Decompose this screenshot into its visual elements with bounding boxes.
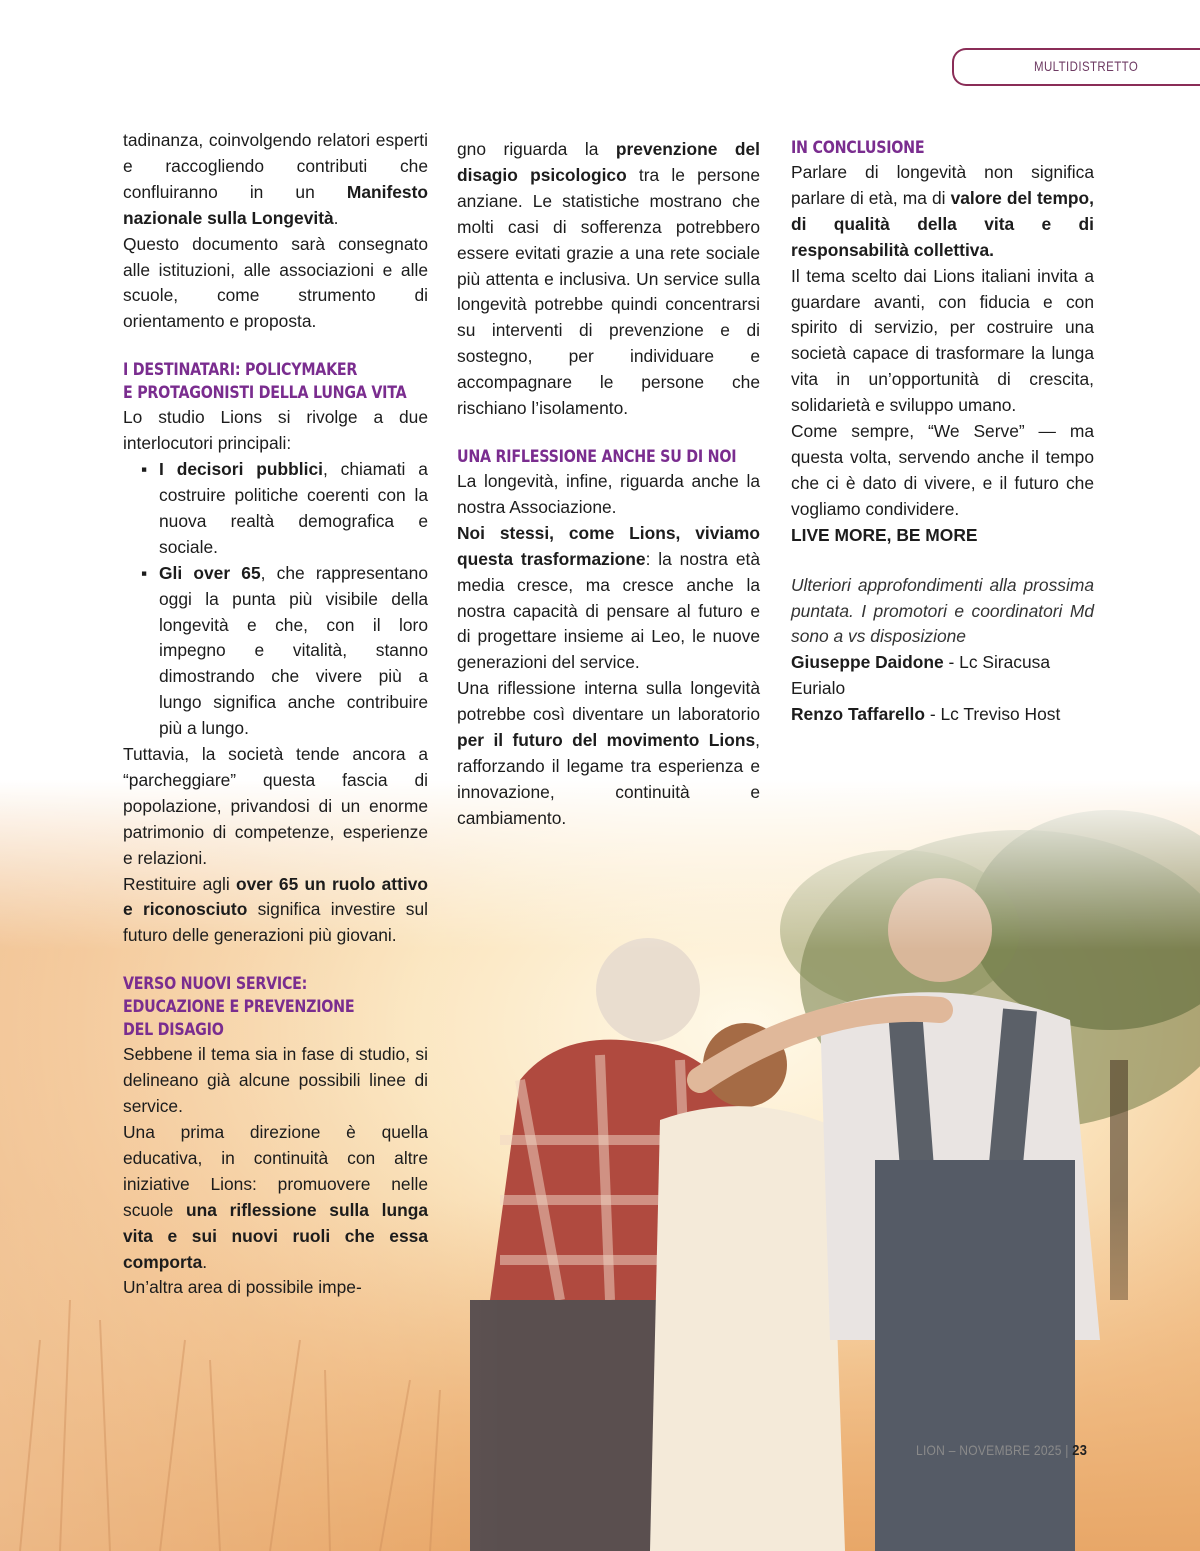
section-heading: I DESTINATARI: POLICYMAKER — [123, 360, 358, 381]
closing-note: Ulteriori approfondimenti alla prossima puntata. I promotori e coordinatori Md sono a vs disposizione — [791, 574, 1094, 647]
bullet-item: ▪ I decisori pubblici, chiamati a costruire politiche coerenti con la nuova realtà demografica e sociale. — [141, 459, 428, 557]
paragraph: Noi stessi, come Lions, viviamo questa trasformazione: la nostra età media cresce, ma cresce anche la nostra capacità di pensare al futuro e di progettare insieme ai Leo, le nuove generazioni del service. — [457, 522, 760, 673]
column-1 — [123, 128, 428, 1301]
paragraph: Come sempre, “We Serve” — ma questa volta, servendo anche il tempo che ci è dato di vivere, e il futuro che vogliamo condividere. — [791, 421, 1094, 519]
paragraph: Lo studio Lions si rivolge a due interlocutori principali: — [123, 407, 428, 454]
section-heading: DEL DISAGIO — [123, 1020, 224, 1041]
section-heading: VERSO NUOVI SERVICE: — [123, 974, 308, 995]
contact: Giuseppe Daidone - Lc Siracusa Eurialo — [791, 652, 1051, 699]
paragraph: Il tema scelto dai Lions italiani invita a guardare avanti, con fiducia e con spirito di servizio, per costruire una società capace di trasformare la lunga vita in un’opportunità di crescita, solidarietà e sviluppo umano. — [791, 265, 1094, 416]
paragraph: Restituire agli over 65 un ruolo attivo e riconosciuto significa investire sul futuro delle generazioni più giovani. — [123, 873, 429, 946]
motto: LIVE MORE, BE MORE — [791, 524, 978, 545]
column-3 — [791, 137, 1094, 728]
section-heading: UNA RIFLESSIONE ANCHE SU DI NOI — [457, 446, 737, 467]
paragraph: tadinanza, coinvolgendo relatori esperti e raccogliendo contributi che confluiranno in un Manifesto nazionale sulla Longevità. — [123, 130, 428, 228]
paragraph: gno riguarda la prevenzione del disagio psicologico tra le persone anziane. Le statistiche mostrano che molti casi di sofferenza potrebbero essere evitati grazie a una rete sociale più attenta e inclusiva. Un service sulla longevità potrebbe quindi concentrarsi su interventi di prevenzione e di sostegno, per individuare e accompagnare le persone che rischiano l’isolamento. — [457, 139, 761, 419]
section-heading: IN CONCLUSIONE — [791, 138, 925, 158]
section-heading: EDUCAZIONE E PREVENZIONE — [123, 997, 355, 1018]
column-2 — [457, 137, 760, 832]
bullet-item: ▪ Gli over 65, che rappresentano oggi la punta più visibile della longevità e che, con il loro impegno e vitalità, stanno dimostrando che vivere più a lungo significa anche contribuire più a lungo. — [141, 562, 428, 739]
page-folio: LION – NOVEMBRE 2025 | 23 — [916, 1442, 1088, 1459]
section-label: MULTIDISTRETTO — [1034, 58, 1139, 74]
paragraph: Una prima direzione è quella educativa, in continuità con altre iniziative Lions: promuovere nelle scuole una riflessione sulla lunga vita e sui nuovi ruoli che essa comporta. — [123, 1122, 428, 1272]
paragraph: La longevità, infine, riguarda anche la nostra Associazione. — [457, 470, 760, 517]
paragraph: Tuttavia, la società tende ancora a “parcheggiare” questa fascia di popolazione, privandosi di un enorme patrimonio di competenze, esperienze e relazioni. — [123, 744, 428, 868]
paragraph: Questo documento sarà consegnato alle istituzioni, alle associazioni e alle scuole, come strumento di orientamento e proposta. — [123, 233, 428, 332]
paragraph: Sebbene il tema sia in fase di studio, si delineano già alcune possibili linee di service. — [123, 1044, 428, 1117]
page-number: 23 — [1072, 1442, 1088, 1459]
paragraph: Un’altra area di possibile impe- — [123, 1277, 362, 1298]
paragraph: Parlare di longevità non significa parlare di età, ma di valore del tempo, di qualità della vita e di responsabilità collettiva. — [791, 162, 1095, 260]
section-heading: E PROTAGONISTI DELLA LUNGA VITA — [123, 383, 407, 404]
contact: Renzo Taffarello - Lc Treviso Host — [791, 704, 1061, 725]
paragraph: Una riflessione interna sulla longevità potrebbe così diventare un laboratorio per il futuro del movimento Lions, rafforzando il legame tra esperienza e innovazione, continuità e cambiamento. — [457, 678, 760, 828]
